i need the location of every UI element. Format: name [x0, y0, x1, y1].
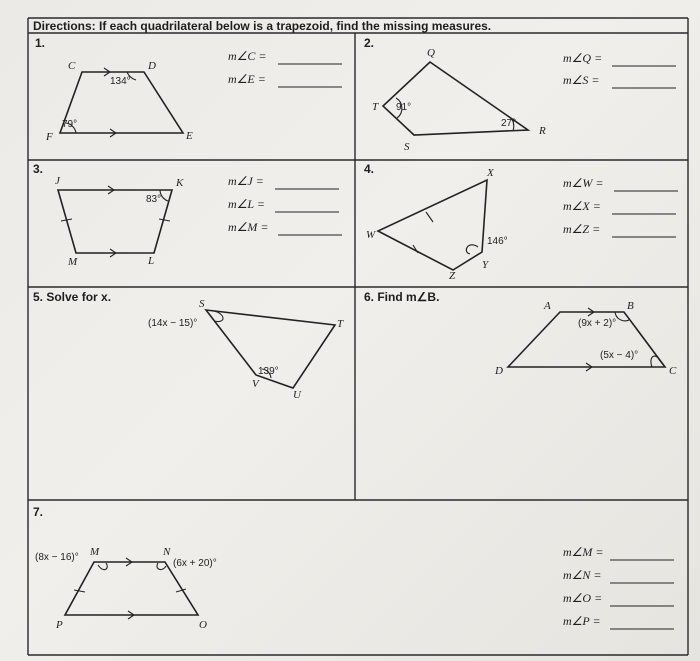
- vertex-e: E: [186, 130, 193, 142]
- vertex-m: M: [90, 546, 100, 558]
- vertex-z: Z: [449, 270, 456, 282]
- problem-3: [33, 162, 342, 268]
- question-m-angle-c: m∠C =: [228, 49, 267, 63]
- question-m-angle-m: m∠M =: [228, 220, 269, 234]
- arc-k: [160, 190, 168, 201]
- vertex-f: F: [46, 131, 53, 143]
- angle-k-label: 83°: [146, 194, 162, 205]
- kite-wxyz: [378, 180, 487, 270]
- directions-label: Directions:: [33, 19, 96, 33]
- problem-6-title: 6. Find m∠B.: [364, 290, 440, 304]
- angle-m-label: (8x − 16)°: [35, 552, 79, 563]
- angle-r-label: 27°: [501, 118, 517, 129]
- angle-d-label: 134°: [110, 76, 131, 87]
- question-m-angle-p: m∠P =: [563, 614, 601, 628]
- problem-5: [33, 290, 344, 401]
- vertex-w: W: [366, 229, 376, 241]
- angle-t-label: 91°: [396, 102, 412, 113]
- problem-1-number: 1.: [35, 36, 46, 50]
- angle-n-label: (6x + 20)°: [173, 558, 217, 569]
- question-m-angle-m: m∠M =: [563, 545, 604, 559]
- angle-v-label: 139°: [258, 366, 279, 377]
- vertex-d: D: [495, 365, 503, 377]
- angle-y-label: 146°: [487, 236, 508, 247]
- problem-5-title: 5. Solve for x.: [33, 290, 112, 304]
- vertex-t: T: [372, 101, 379, 113]
- vertex-q: Q: [427, 47, 435, 59]
- problem-7: [33, 505, 674, 631]
- problem-3-number: 3.: [33, 162, 44, 176]
- tick-mark-mp: [74, 590, 85, 592]
- problem-6: [364, 290, 677, 377]
- question-m-angle-s: m∠S =: [563, 73, 600, 87]
- trapezoid-mnop: [65, 562, 198, 615]
- directions-text: If each quadrilateral below is a trapezoid, find the missing measures.: [95, 19, 492, 33]
- directions-header: [33, 19, 491, 33]
- vertex-v: V: [252, 378, 259, 390]
- tick-mark-no: [176, 589, 186, 592]
- vertex-s: S: [199, 298, 205, 310]
- vertex-t: T: [337, 318, 344, 330]
- vertex-o: O: [199, 619, 207, 631]
- question-m-angle-n: m∠N =: [563, 568, 602, 582]
- vertex-l: L: [148, 255, 155, 267]
- arc-y: [466, 245, 478, 254]
- question-m-angle-j: m∠J =: [228, 174, 264, 188]
- question-m-angle-x: m∠X =: [563, 199, 601, 213]
- vertex-c: C: [68, 60, 76, 72]
- vertex-s: S: [404, 141, 410, 153]
- question-m-angle-w: m∠W =: [563, 176, 604, 190]
- problem-4: [364, 162, 678, 282]
- vertex-n: N: [163, 546, 171, 558]
- angle-f-label: 79°: [62, 119, 78, 130]
- tick-mark-wx: [426, 212, 433, 222]
- angle-s-label: (14x − 15)°: [148, 318, 198, 329]
- question-m-angle-l: m∠L =: [228, 197, 265, 211]
- vertex-d: D: [148, 60, 156, 72]
- angle-c-label: (5x − 4)°: [600, 350, 639, 361]
- arc-n: [157, 563, 166, 570]
- question-m-angle-z: m∠Z =: [563, 222, 601, 236]
- vertex-x: X: [487, 167, 494, 179]
- vertex-j: J: [55, 175, 60, 187]
- vertex-u: U: [293, 389, 301, 401]
- problem-2-number: 2.: [364, 36, 375, 50]
- question-m-angle-e: m∠E =: [228, 72, 266, 86]
- vertex-y: Y: [482, 259, 489, 271]
- vertex-a: A: [544, 300, 551, 312]
- problem-7-number: 7.: [33, 505, 44, 519]
- arc-m: [98, 563, 107, 570]
- question-m-angle-q: m∠Q =: [563, 51, 603, 65]
- worksheet-grid: [28, 18, 688, 655]
- vertex-r: R: [539, 125, 546, 137]
- question-m-angle-o: m∠O =: [563, 591, 603, 605]
- vertex-m: M: [68, 256, 78, 268]
- vertex-c: C: [669, 365, 677, 377]
- angle-b-label: (9x + 2)°: [578, 318, 617, 329]
- tick-mark-kl: [159, 219, 170, 221]
- vertex-p: P: [56, 619, 63, 631]
- problem-1: [35, 36, 342, 143]
- problem-2: [364, 36, 676, 153]
- problem-4-number: 4.: [364, 162, 375, 176]
- vertex-k: K: [176, 177, 184, 189]
- vertex-b: B: [627, 300, 634, 312]
